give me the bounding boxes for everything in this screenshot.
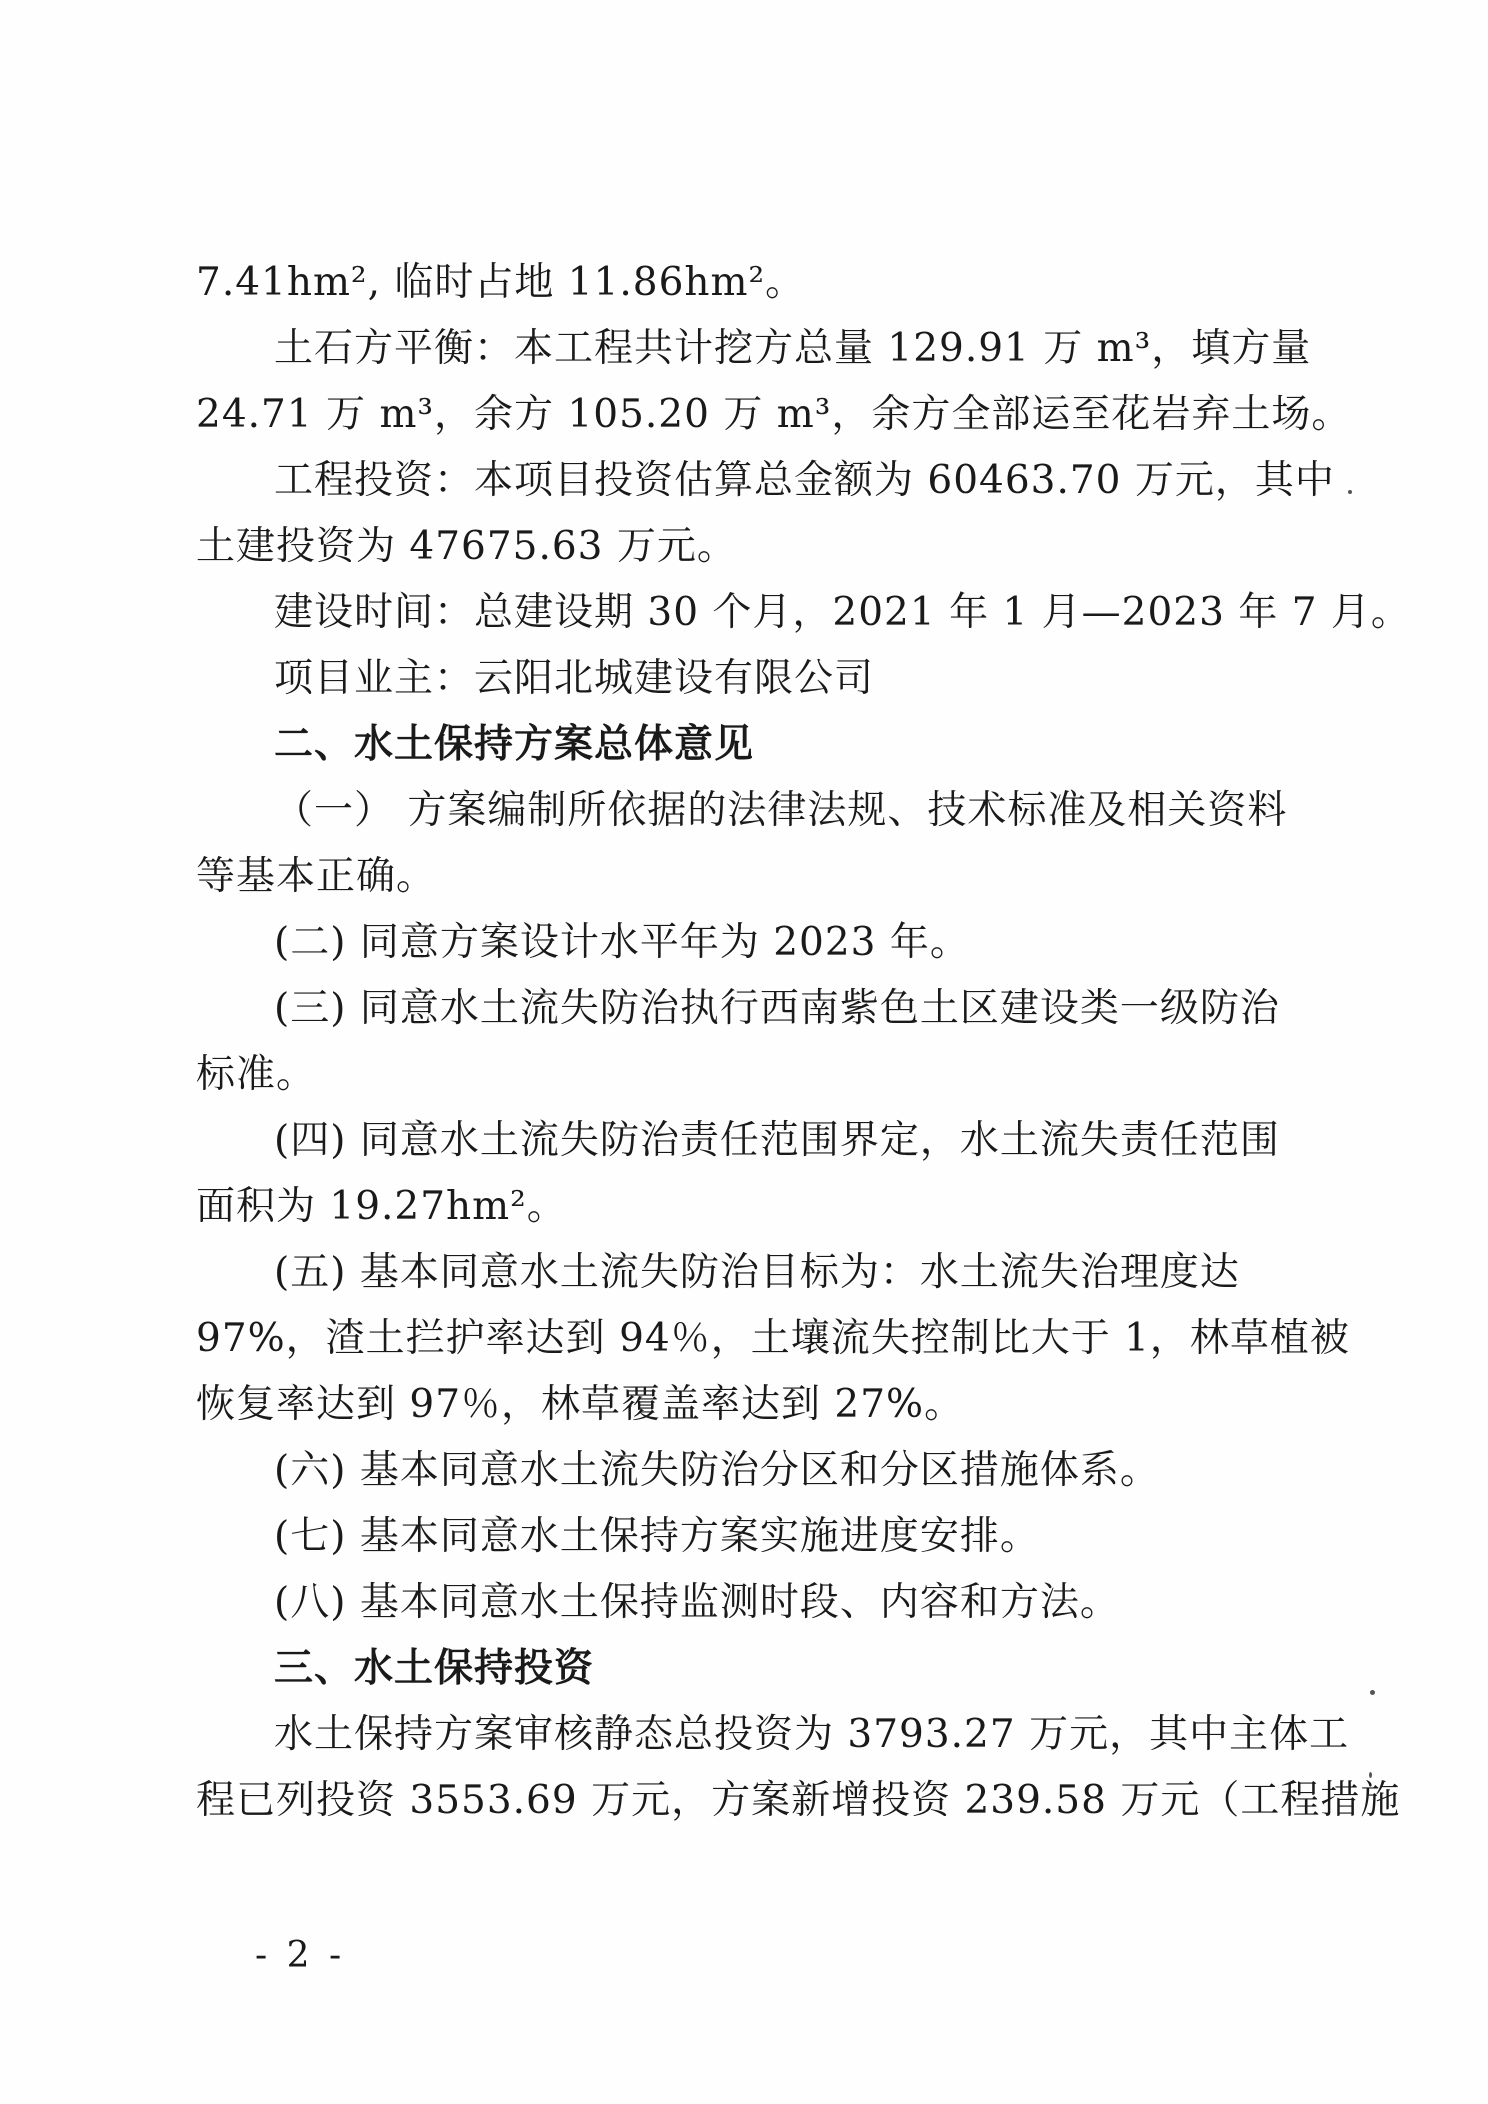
section-3-paragraph-line-1: 水土保持方案审核静态总投资为 3793.27 万元，其中主体工 xyxy=(274,1712,1350,1757)
page-number: - 2 - xyxy=(255,1935,346,1976)
section-2-heading: 二、水土保持方案总体意见 xyxy=(274,722,755,767)
paragraph-earthwork-line-2: 24.71 万 m³，余方 105.20 万 m³，余方全部运至花岩弃土场。 xyxy=(196,392,1352,437)
item-6-line-1: (六) 基本同意水土流失防治分区和分区措施体系。 xyxy=(274,1448,1160,1493)
item-5-line-3: 恢复率达到 97％，林草覆盖率达到 27%。 xyxy=(196,1382,965,1427)
section-3-heading: 三、水土保持投资 xyxy=(274,1646,595,1691)
paragraph-project-owner: 项目业主：云阳北城建设有限公司 xyxy=(274,656,875,701)
item-5-line-2: 97%，渣土拦护率达到 94％，土壤流失控制比大于 1，林草植被 xyxy=(196,1316,1350,1361)
scan-speck xyxy=(1348,490,1352,494)
scan-speck xyxy=(1369,1772,1372,1778)
paragraph-construction-time: 建设时间：总建设期 30 个月，2021 年 1 月—2023 年 7 月。 xyxy=(274,590,1411,635)
item-3-line-1: (三) 同意水土流失防治执行西南紫色土区建设类一级防治 xyxy=(274,986,1280,1031)
item-7-line-1: (七) 基本同意水土保持方案实施进度安排。 xyxy=(274,1514,1040,1559)
item-4-line-2: 面积为 19.27hm²。 xyxy=(196,1184,567,1229)
item-1-line-2: 等基本正确。 xyxy=(196,854,437,899)
item-5-line-1: (五) 基本同意水土流失防治目标为：水土流失治理度达 xyxy=(274,1250,1240,1295)
item-3-line-2: 标准。 xyxy=(196,1052,317,1097)
paragraph-land-use-line-1: 7.41hm², 临时占地 11.86hm²。 xyxy=(196,260,806,305)
section-3-paragraph-line-2: 程已列投资 3553.69 万元，方案新增投资 239.58 万元（工程措施 xyxy=(196,1778,1401,1823)
scan-speck xyxy=(1370,1690,1375,1695)
item-8-line-1: (八) 基本同意水土保持监测时段、内容和方法。 xyxy=(274,1580,1120,1625)
document-body xyxy=(196,250,1411,1834)
item-1-line-1: （一） 方案编制所依据的法律法规、技术标准及相关资料 xyxy=(274,788,1288,833)
paragraph-investment-line-1: 工程投资：本项目投资估算总金额为 60463.70 万元，其中 xyxy=(274,458,1335,503)
item-2-line-1: (二) 同意方案设计水平年为 2023 年。 xyxy=(274,920,970,965)
item-4-line-1: (四) 同意水土流失防治责任范围界定，水土流失责任范围 xyxy=(274,1118,1280,1163)
paragraph-earthwork-line-1: 土石方平衡：本工程共计挖方总量 129.91 万 m³，填方量 xyxy=(274,326,1312,371)
paragraph-investment-line-2: 土建投资为 47675.63 万元。 xyxy=(196,524,737,569)
